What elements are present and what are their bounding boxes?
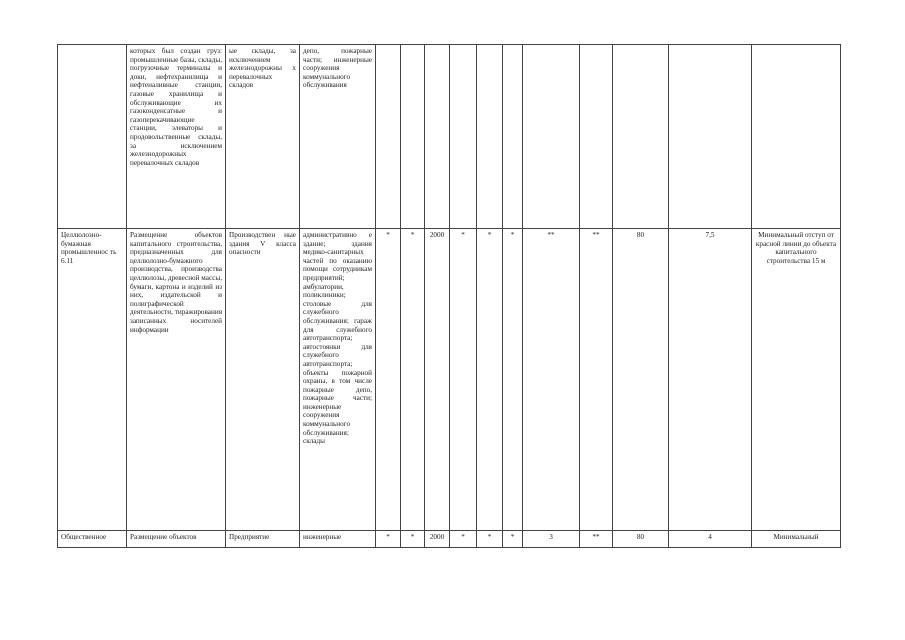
permitted-use-cell: Размещение объектов капитального строительства, предназначенных для целлюлозно-бумажного производства, производства целлюлозы, древесной массы, бумаги, картона и изделий из них, издательской и полиграфической деятельности, тиражирования записанных носителей информации bbox=[127, 229, 226, 531]
auxiliary-use-cell: инженерные bbox=[300, 531, 376, 548]
param-cell bbox=[425, 45, 450, 229]
param-cell bbox=[523, 45, 580, 229]
param-cell: ** bbox=[523, 229, 580, 531]
note-cell bbox=[752, 45, 841, 229]
param-cell bbox=[580, 45, 613, 229]
param-cell: * bbox=[450, 229, 477, 531]
building-type-cell: ые склады, за исключением железнодорожны х перевалочных складов bbox=[226, 45, 300, 229]
param-cell: 3 bbox=[523, 531, 580, 548]
table-row bbox=[58, 229, 841, 531]
permitted-use-cell: Размещение объектов bbox=[127, 531, 226, 548]
building-type-cell: Производствен ные здания V класса опасности bbox=[226, 229, 300, 531]
param-cell: * bbox=[450, 531, 477, 548]
table-row bbox=[58, 45, 841, 229]
param-cell bbox=[669, 45, 752, 229]
param-cell: * bbox=[401, 229, 425, 531]
building-type-cell: Предприятие bbox=[226, 531, 300, 548]
param-cell: * bbox=[376, 531, 401, 548]
param-cell bbox=[477, 45, 503, 229]
zone-cell: Общественное bbox=[58, 531, 127, 548]
note-cell: Минимальный отступ от красной линии до объекта капитального строительства 15 м bbox=[752, 229, 841, 531]
table-row bbox=[58, 531, 841, 548]
param-cell: * bbox=[477, 531, 503, 548]
param-cell bbox=[376, 45, 401, 229]
param-cell: * bbox=[477, 229, 503, 531]
auxiliary-use-cell: административно е здание; здания медико-санитарных частей по оказанию помощи сотрудникам предприятий; амбулатории, поликлиники; столовые для служебного обслуживания; гараж для служебного автотранспорта; автостоянки для служебного автотранспорта; объекты пожарной охраны, в том числе пожарные депо, пожарные части; инженерные сооружения коммунального обслуживания; склады bbox=[300, 229, 376, 531]
param-cell: 80 bbox=[613, 531, 669, 548]
param-cell bbox=[503, 45, 523, 229]
param-cell bbox=[401, 45, 425, 229]
param-cell: * bbox=[376, 229, 401, 531]
param-cell: * bbox=[401, 531, 425, 548]
param-cell: 80 bbox=[613, 229, 669, 531]
zone-cell bbox=[58, 45, 127, 229]
param-cell bbox=[613, 45, 669, 229]
param-cell: ** bbox=[580, 229, 613, 531]
param-cell: ** bbox=[580, 531, 613, 548]
param-cell: * bbox=[503, 531, 523, 548]
note-cell: Минимальный bbox=[752, 531, 841, 548]
param-cell: 2000 bbox=[425, 531, 450, 548]
param-cell: 7,5 bbox=[669, 229, 752, 531]
permitted-use-cell: которых был создан груз: промышленные базы, склады, погрузочные терминалы и доки, нефтехранилища и нефтеналивные станции, газовые хранилища и обслуживающие их газоконденсатные и газоперекачивающие станции, элеваторы и продовольственные склады, за исключением железнодорожных перевалочных складов bbox=[127, 45, 226, 229]
zoning-regulations-table bbox=[57, 44, 841, 548]
param-cell: 2000 bbox=[425, 229, 450, 531]
auxiliary-use-cell: депо, пожарные части; инженерные сооружения коммунального обслуживания bbox=[300, 45, 376, 229]
param-cell: * bbox=[503, 229, 523, 531]
param-cell bbox=[450, 45, 477, 229]
param-cell: 4 bbox=[669, 531, 752, 548]
zone-cell: Целлюлозно-бумажная промышленнос ть 6.11 bbox=[58, 229, 127, 531]
